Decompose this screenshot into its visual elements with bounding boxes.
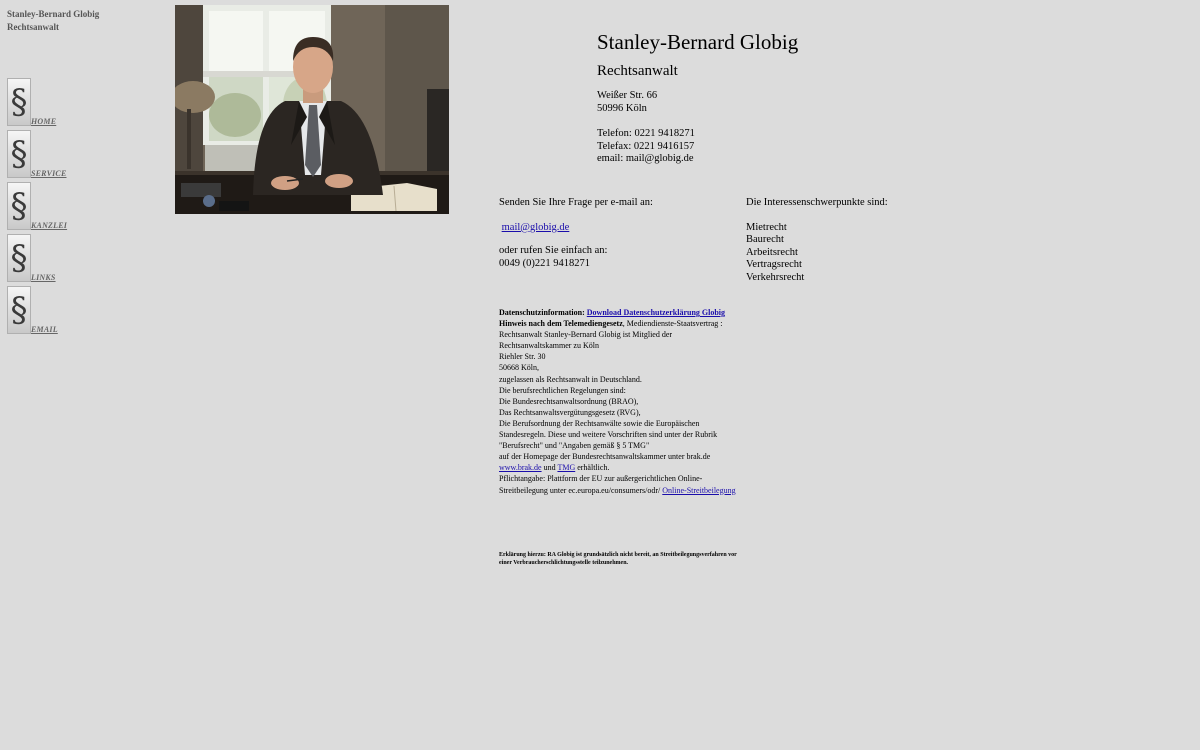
focus-area: Mietrecht [746,221,787,233]
legal-line: 50668 Köln, [499,363,539,373]
legal-line: auf der Homepage der Bundesrechtsanwaltskammer unter brak.de [499,452,711,462]
nav-item-email[interactable] [7,282,127,334]
email-link[interactable]: mail@globig.de [501,221,570,233]
page-title: Stanley-Bernard Globig [597,30,799,54]
nav-label-home[interactable]: HOME [31,117,57,126]
focus-area: Baurecht [746,234,784,245]
focus-area: Verkehrsrecht [746,271,805,283]
sidebar-nav [7,74,127,334]
legal-line: Das Rechtsanwaltsvergütungsgesetz (RVG), [499,407,641,417]
focus-block [746,197,966,284]
email-text: email: mail@globig.de [597,153,694,164]
legal-line: Rechtsanwalt Stanley-Bernard Globig ist Mitglied der [499,330,673,340]
legal-line: Riehler Str. 30 [499,352,546,362]
odr-line-1: Pflichtangabe: Plattform der EU zur außergerichtlichen Online- [499,474,703,484]
nav-label-email[interactable]: EMAIL [31,325,58,334]
call-phone: 0049 (0)221 9418271 [499,257,590,269]
brak-link[interactable]: www.brak.de [499,463,542,473]
header-block [597,30,897,166]
brand-name: Stanley-Bernard Globig [7,9,100,19]
paragraph-icon[interactable]: § [7,130,31,178]
ask-block [499,197,719,270]
paragraph-icon[interactable]: § [7,286,31,334]
available-text: erhältlich. [575,463,610,473]
paragraph-icon[interactable]: § [7,182,31,230]
legal-line: Die Bundesrechtsanwaltsordnung (BRAO), [499,396,639,406]
privacy-label: Datenschutzinformation: [499,308,585,317]
legal-line: "Berufsrecht" und "Angaben gemäß § 5 TMG" [499,441,650,451]
and-tmg-text: und [541,463,558,473]
city: 50996 Köln [597,102,647,114]
nav-item-service[interactable] [7,126,127,178]
lawyer-photo [175,5,449,214]
fax: Telefax: 0221 9416157 [597,140,695,152]
page-subtitle: Rechtsanwalt [597,63,678,79]
call-text: oder rufen Sie einfach an: [499,245,608,256]
focus-area: Vertragsrecht [746,259,802,270]
brand-block [7,8,99,34]
privacy-download-link[interactable]: Download Datenschutzerklärung Globig [586,308,726,317]
tmg-rest: , Mediendienste-Staatsvertrag : [622,319,723,329]
street: Weißer Str. 66 [597,90,658,101]
odr-link[interactable]: Online-Streitbeilegung [662,485,736,495]
focus-intro: Die Interessenschwerpunkte sind: [746,197,888,208]
disclaimer: Erklärung hierzu: RA Globig ist grundsätzlich nicht bereit, an Streitbeilegungsverfahren vor einer Verbraucherschlichtungsstelle teilzunehmen. [499,552,737,566]
nav-item-home[interactable] [7,74,127,126]
nav-label-kanzlei[interactable]: KANZLEI [31,221,68,230]
nav-item-links[interactable] [7,230,127,282]
nav-item-kanzlei[interactable] [7,178,127,230]
legal-line: zugelassen als Rechtsanwalt in Deutschland. [499,374,642,384]
legal-line: Die berufsrechtlichen Regelungen sind: [499,385,626,395]
nav-label-service[interactable]: SERVICE [31,169,67,178]
legal-line: Die Berufsordnung der Rechtsanwälte sowie die Europäischen [499,418,700,428]
ask-intro: Senden Sie Ihre Frage per e-mail an: [499,197,653,208]
legal-line: Rechtsanwaltskammer zu Köln [499,341,599,351]
paragraph-icon[interactable]: § [7,234,31,282]
paragraph-icon[interactable]: § [7,78,31,126]
nav-label-links[interactable]: LINKS [31,273,56,282]
odr-line-2: Streitbeilegung unter ec.europa.eu/consumers/odr/ [499,485,663,495]
contact-block [597,128,897,166]
focus-area: Arbeitsrecht [746,246,798,258]
address [597,90,897,115]
tmg-link[interactable]: TMG [557,463,576,473]
legal-info [499,307,744,496]
legal-line: Standesregeln. Diese und weitere Vorschriften sind unter der Rubrik [499,430,718,440]
phone: Telefon: 0221 9418271 [597,128,695,139]
tmg-label: Hinweis nach dem Telemediengesetz [499,319,623,329]
brand-role: Rechtsanwalt [7,22,59,32]
